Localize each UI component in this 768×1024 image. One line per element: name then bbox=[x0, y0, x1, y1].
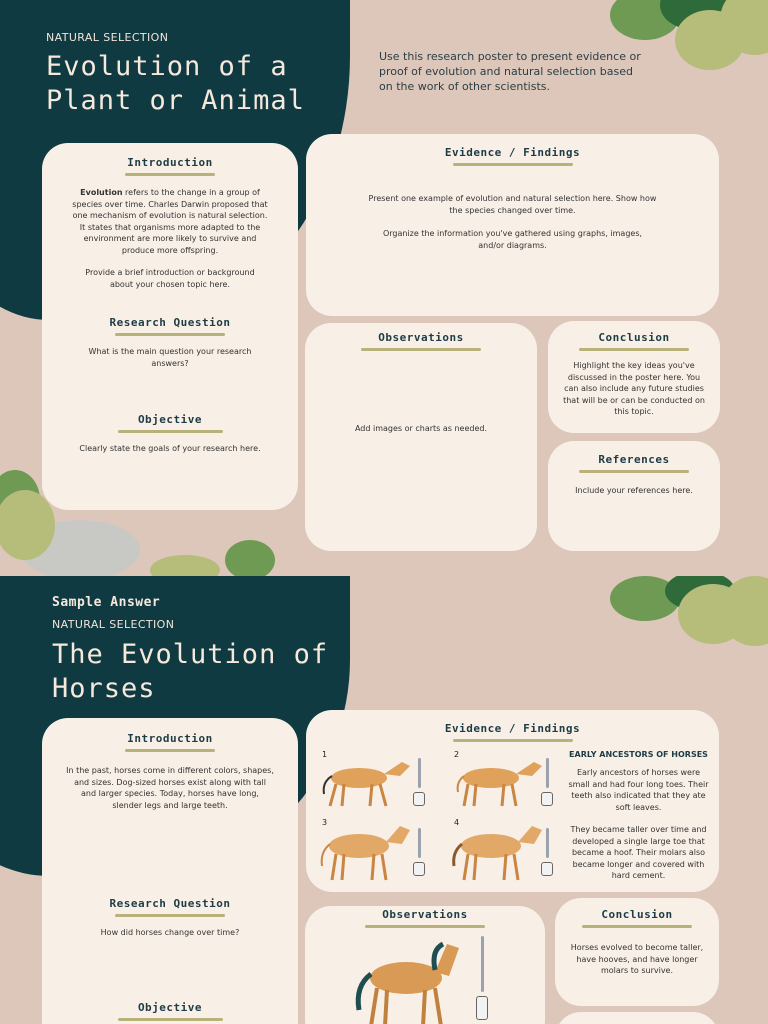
evidence-card bbox=[306, 710, 719, 892]
title-line: Evolution of a bbox=[46, 51, 288, 82]
heading-underline bbox=[118, 1018, 223, 1021]
side-text-1: Early ancestors of horses were small and had four long toes. Their teeth also indicated that they ate soft leaves. bbox=[568, 768, 709, 812]
horse-ancestor-3-illustration bbox=[314, 822, 414, 882]
left-card bbox=[42, 143, 298, 510]
heading-underline bbox=[115, 333, 225, 336]
references-card bbox=[548, 441, 720, 551]
conclusion-heading: Conclusion bbox=[598, 331, 670, 344]
evidence-heading: Evidence / Findings bbox=[444, 722, 581, 735]
intro-paragraph: Use this research poster to present evidence or proof of evolution and natural selection based on the work of other scientists. bbox=[379, 50, 641, 93]
tooth-icon bbox=[541, 792, 553, 806]
sample-answer-label: Sample Answer bbox=[52, 595, 161, 610]
heading-underline bbox=[453, 163, 573, 166]
conclusion-card bbox=[548, 321, 720, 433]
horse-ancestor-4-illustration bbox=[446, 822, 546, 882]
conclusion-heading: Conclusion bbox=[601, 908, 673, 921]
text-span: refers to the change in a group of species over time. Charles Darwin proposed that one mechanism of evolution is natural selection. It states that organisms more adapted to the environment are more likely to survive and produce more offspring. bbox=[72, 188, 268, 255]
heading-underline bbox=[365, 925, 485, 928]
observations-text: Add images or charts as needed. bbox=[354, 424, 488, 433]
heading-underline bbox=[361, 348, 481, 351]
heading-underline bbox=[579, 348, 689, 351]
title-line: The Evolution of bbox=[52, 639, 329, 670]
conclusion-card bbox=[555, 898, 719, 1006]
bush-decoration bbox=[225, 540, 275, 576]
introduction-text bbox=[70, 187, 270, 256]
tooth-icon bbox=[541, 862, 553, 876]
modern-horse-illustration bbox=[351, 930, 471, 1024]
observations-card bbox=[305, 906, 545, 1024]
tooth-icon bbox=[413, 792, 425, 806]
bush-decoration bbox=[150, 555, 220, 576]
objective-heading: Objective bbox=[137, 1000, 203, 1014]
research-question-heading: Research Question bbox=[109, 316, 231, 329]
tooth-icon bbox=[476, 996, 488, 1020]
heading-underline bbox=[115, 914, 225, 917]
leg-bone-icon bbox=[546, 828, 549, 858]
heading-underline bbox=[118, 430, 223, 433]
title-line: Horses bbox=[52, 673, 156, 704]
observations-heading: Observations bbox=[382, 908, 468, 921]
tile-number: 2 bbox=[454, 750, 460, 759]
objective-heading: Objective bbox=[137, 413, 203, 426]
evidence-text-1: Present one example of evolution and natural selection here. Show how the species changed over time. bbox=[368, 194, 657, 215]
title-line: Plant or Animal bbox=[46, 85, 305, 116]
evidence-text-2: Organize the information you've gathered using graphs, images, and/or diagrams. bbox=[382, 229, 643, 250]
leg-bone-icon bbox=[418, 828, 421, 858]
research-question-text: How did horses change over time? bbox=[100, 928, 240, 937]
introduction-heading: Introduction bbox=[127, 732, 213, 745]
introduction-text-2: Provide a brief introduction or background about your chosen topic here. bbox=[85, 268, 255, 289]
left-card bbox=[42, 718, 298, 1024]
research-question-heading: Research Question bbox=[109, 897, 231, 910]
introduction-heading: Introduction bbox=[127, 156, 213, 169]
kicker-label: NATURAL SELECTION bbox=[52, 618, 175, 631]
heading-underline bbox=[125, 749, 215, 752]
kicker-label: NATURAL SELECTION bbox=[46, 31, 169, 44]
leg-bone-icon bbox=[481, 936, 484, 992]
tile-number: 4 bbox=[454, 818, 460, 827]
observations-heading: Observations bbox=[378, 331, 464, 344]
evidence-heading: Evidence / Findings bbox=[444, 146, 581, 159]
references-text: Include your references here. bbox=[575, 486, 693, 495]
heading-underline bbox=[125, 173, 215, 176]
evidence-side-panel bbox=[566, 750, 711, 882]
conclusion-text: Horses evolved to become taller, have hooves, and have longer molars to survive. bbox=[570, 943, 704, 975]
observations-card bbox=[305, 323, 537, 551]
objective-text: Clearly state the goals of your research here. bbox=[79, 444, 261, 453]
poster-sample bbox=[0, 576, 768, 1024]
evidence-card bbox=[306, 134, 719, 316]
tooth-icon bbox=[413, 862, 425, 876]
leg-bone-icon bbox=[546, 758, 549, 788]
heading-underline bbox=[582, 925, 692, 928]
tile-number: 3 bbox=[322, 818, 328, 827]
horse-ancestor-1-illustration bbox=[314, 754, 414, 810]
heading-underline bbox=[453, 739, 573, 742]
introduction-text: In the past, horses come in different colors, shapes, and sizes. Dog-sized horses exist along with tall and larger species. Today, horses have long, slender legs and large teeth. bbox=[66, 766, 274, 810]
research-question-text: What is the main question your research answers? bbox=[88, 347, 252, 368]
page-title bbox=[46, 50, 305, 118]
tile-number: 1 bbox=[322, 750, 328, 759]
horse-ancestor-2-illustration bbox=[446, 754, 546, 810]
conclusion-text: Highlight the key ideas you've discussed in the poster here. You can also include any future studies that will be or can be conducted on this topic. bbox=[563, 361, 705, 416]
references-heading: References bbox=[598, 453, 670, 466]
heading-underline bbox=[579, 470, 689, 473]
page-title bbox=[52, 638, 328, 706]
side-heading: EARLY ANCESTORS OF HORSES bbox=[569, 750, 708, 759]
side-text-2: They became taller over time and developed a single large toe that became a hoof. Their molars also became longer and covered with hard cement. bbox=[570, 825, 707, 880]
bold-word: Evolution bbox=[80, 188, 123, 197]
references-card bbox=[555, 1012, 719, 1024]
leg-bone-icon bbox=[418, 758, 421, 788]
